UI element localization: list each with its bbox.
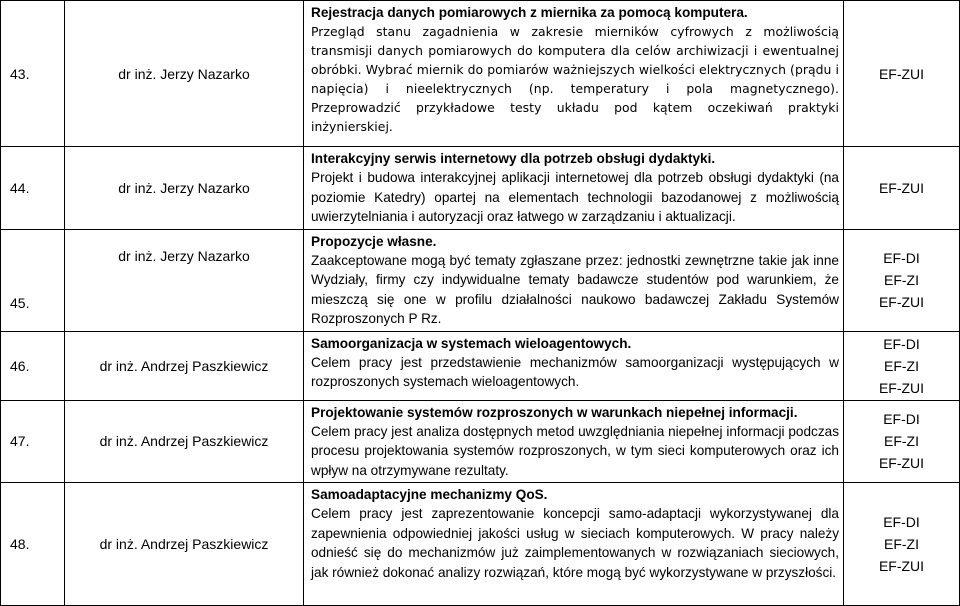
program-code: EF-ZI [884, 536, 919, 552]
program-code: EF-ZUI [878, 179, 925, 196]
topic-description [304, 483, 844, 606]
row-number: 45. [1, 229, 65, 331]
supervisor-name: dr inż. Jerzy Nazarko [65, 1, 304, 147]
program-code: EF-ZUI [878, 558, 925, 574]
topic-description [304, 400, 844, 483]
row-number: 43. [1, 1, 65, 147]
table-row [1, 483, 960, 606]
topic-block [311, 335, 839, 392]
row-number: 44. [1, 147, 65, 230]
topic-block [311, 486, 839, 582]
topic-description [304, 147, 844, 230]
topic-block [311, 404, 839, 481]
program-code: EF-ZUI [878, 294, 925, 310]
program-code: EF-DI [883, 250, 920, 266]
program-code: EF-DI [883, 335, 920, 352]
topic-block [311, 150, 839, 227]
program-codes [844, 147, 960, 230]
table-row [1, 1, 960, 147]
supervisor-name: dr inż. Jerzy Nazarko [65, 147, 304, 230]
topic-body: Przegląd stanu zagadnienia w zakresie mierników cyfrowych z możliwością transmisji danych pomiarowych do komputera dla celów archiwizacji i ewentualnej obróbki. Wybrać miernik do pomiarów ważniejszych wielkości elektrycznych (prądu i napięcia) i nieelektrycznych (np. temperatury i pola magnetycznego). Przeprowadzić przykładowe testy układu pod kątem oczekiwań praktyki inżynierskiej. [311, 24, 839, 134]
program-code: EF-ZUI [878, 65, 925, 82]
table-row [1, 331, 960, 400]
program-codes [844, 331, 960, 400]
program-codes [844, 483, 960, 606]
table-row [1, 147, 960, 230]
program-codes [844, 400, 960, 483]
topic-block [311, 233, 839, 329]
row-number: 47. [1, 400, 65, 483]
table-row [1, 229, 960, 331]
topic-body: Celem pracy jest zaprezentowanie koncepcji samo-adaptacji wykorzystywanej dla zapewnienia odpowiedniej jakości usług w sieciach komputerowych. W pracy należy odnieść się do mechanizmów już zaimplementowanych w rozwiązaniach sieciowych, jak również dokonać analizy rozwiązań, które mogą być wykorzystywane w przyszłości. [311, 506, 839, 580]
table-row [1, 400, 960, 483]
topic-title: Samoorganizacja w systemach wieloagentowych. [311, 335, 632, 351]
topic-description [304, 229, 844, 331]
topic-block [311, 4, 839, 136]
program-code: EF-DI [883, 411, 920, 428]
topic-title: Interakcyjny serwis internetowy dla potrzeb obsługi dydaktyki. [311, 151, 716, 166]
program-code: EF-DI [883, 514, 920, 530]
topic-description [304, 331, 844, 400]
topic-title: Rejestracja danych pomiarowych z miernika za pomocą komputera. [311, 5, 748, 20]
program-codes [844, 229, 960, 331]
topic-title: Propozycje własne. [311, 233, 437, 249]
program-code: EF-ZI [884, 272, 919, 288]
program-codes [844, 1, 960, 147]
row-number: 46. [1, 331, 65, 400]
program-code: EF-ZUI [878, 379, 925, 396]
topic-body: Celem pracy jest analiza dostępnych metod uwzględniania niepełnej informacji podczas procesu projektowania systemów rozproszonych, w tym sieci komputerowych oraz ich wpływ na otrzymywane rezultaty. [311, 423, 839, 478]
topic-body: Projekt i budowa interakcyjnej aplikacji internetowej dla potrzeb obsługi dydaktyki (na poziomie Katedry) opartej na elementach technologii bazodanowej z możliwością uwierzytelniania i autoryzacji oraz łatwego w zarządzaniu i aktualizacji. [311, 170, 839, 224]
supervisor-name: dr inż. Andrzej Paszkiewicz [65, 331, 304, 400]
supervisor-name: dr inż. Andrzej Paszkiewicz [65, 400, 304, 483]
topic-title: Samoadaptacyjne mechanizmy QoS. [311, 487, 548, 502]
supervisor-name: dr inż. Andrzej Paszkiewicz [65, 483, 304, 606]
row-number: 48. [1, 483, 65, 606]
program-code: EF-ZI [884, 357, 919, 374]
topic-body: Celem pracy jest przedstawienie mechanizmów samoorganizacji występujących w rozproszonych systemach wieloagentowych. [311, 354, 839, 389]
program-code: EF-ZUI [878, 455, 925, 472]
topic-title: Projektowanie systemów rozproszonych w warunkach niepełnej informacji. [311, 404, 798, 420]
program-code: EF-ZI [884, 433, 919, 450]
supervisor-name: dr inż. Jerzy Nazarko [65, 229, 304, 331]
topic-body: Zaakceptowane mogą być tematy zgłaszane przez: jednostki zewnętrzne takie jak inne Wydziały, firmy czy indywidualne tematy badawcze studentów pod warunkiem, że mieszczą się one w profilu działalności naukowo badawczej Zakładu Systemów Rozproszonych P Rz. [311, 252, 839, 326]
topic-description [304, 1, 844, 147]
